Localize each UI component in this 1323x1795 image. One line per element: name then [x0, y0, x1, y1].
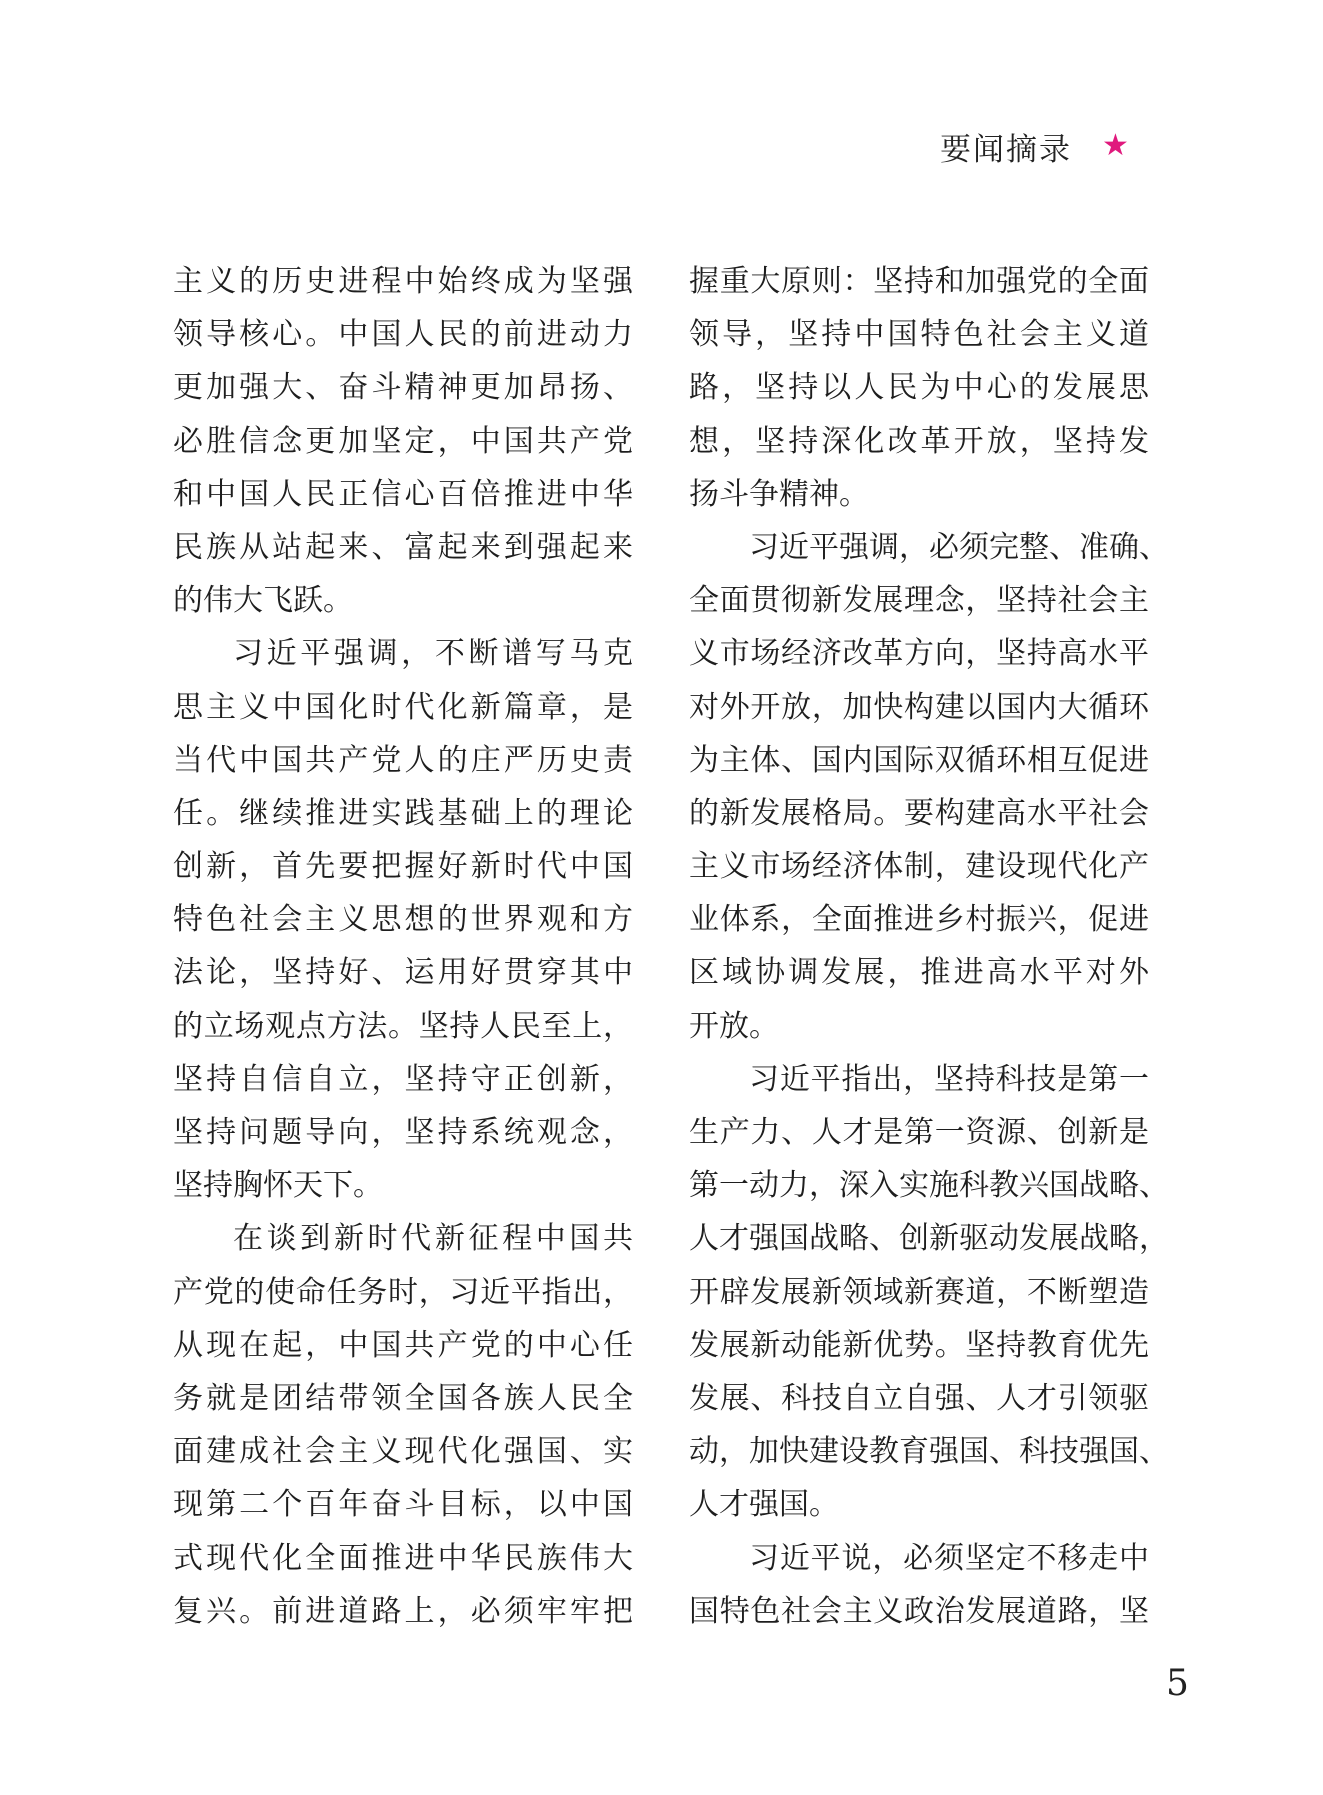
right-text-column	[689, 255, 1169, 1638]
text-line: 扬斗争精神。	[689, 476, 869, 512]
text-line: 必胜信念更加坚定，中国共产党	[173, 423, 633, 459]
text-line: 领导核心。中国人民的前进动力	[173, 317, 633, 353]
text-line: 式现代化全面推进中华民族伟大	[173, 1540, 633, 1576]
text-line: 义市场经济改革方向，坚持高水平	[689, 636, 1149, 672]
text-line: 主义市场经济体制，建设现代化产	[689, 849, 1149, 885]
text-line: 坚持自信自立，坚持守正创新，	[173, 1061, 633, 1097]
text-line: 习近平强调，必须完整、准确、	[749, 529, 1169, 565]
text-line: 生产力、人才是第一资源、创新是	[689, 1115, 1149, 1150]
text-line: 国特色社会主义政治发展道路，坚	[689, 1593, 1149, 1629]
text-line: 民族从站起来、富起来到强起来	[173, 529, 633, 565]
text-line: 区域协调发展，推进高水平对外	[689, 955, 1149, 991]
text-line: 产党的使命任务时，习近平指出，	[173, 1274, 633, 1310]
text-line: 更加强大、奋斗精神更加昂扬、	[173, 370, 633, 406]
text-line: 的伟大飞跃。	[173, 583, 353, 619]
left-text-column	[173, 255, 633, 1638]
text-line: 习近平指出，坚持科技是第一	[749, 1061, 1149, 1097]
text-line: 的新发展格局。要构建高水平社会	[689, 795, 1149, 831]
page-number: 5	[1166, 1663, 1189, 1704]
text-line: 坚持问题导向，坚持系统观念，	[173, 1115, 633, 1150]
text-line: 发展新动能新优势。坚持教育优先	[689, 1327, 1149, 1363]
text-line: 特色社会主义思想的世界观和方	[173, 902, 633, 938]
section-title: 要闻摘录	[940, 131, 1072, 168]
text-line: 习近平说，必须坚定不移走中	[749, 1540, 1149, 1576]
text-line: 从现在起，中国共产党的中心任	[173, 1327, 633, 1363]
text-line: 面建成社会主义现代化强国、实	[173, 1434, 633, 1470]
text-line: 发展、科技自立自强、人才引领驱	[689, 1380, 1149, 1416]
text-line: 任。继续推进实践基础上的理论	[173, 795, 633, 831]
text-line: 习近平强调，不断谱写马克	[233, 636, 633, 672]
text-line: 的立场观点方法。坚持人民至上，	[173, 1008, 633, 1044]
text-line: 法论，坚持好、运用好贯穿其中	[173, 955, 633, 991]
text-line: 和中国人民正信心百倍推进中华	[173, 476, 633, 512]
page-header	[940, 124, 1190, 168]
text-line: 握重大原则：坚持和加强党的全面	[689, 264, 1149, 299]
text-line: 为主体、国内国际双循环相互促进	[689, 742, 1149, 778]
text-line: 第一动力，深入实施科教兴国战略、	[689, 1168, 1169, 1204]
text-line: 现第二个百年奋斗目标，以中国	[173, 1487, 633, 1523]
text-line: 全面贯彻新发展理念，坚持社会主	[689, 583, 1149, 619]
text-line: 对外开放，加快构建以国内大循环	[689, 689, 1149, 725]
text-line: 人才强国。	[689, 1487, 839, 1523]
text-line: 想，坚持深化改革开放，坚持发	[689, 423, 1149, 459]
text-line: 动，加快建设教育强国、科技强国、	[689, 1434, 1169, 1470]
text-line: 领导，坚持中国特色社会主义道	[689, 317, 1149, 353]
text-line: 创新，首先要把握好新时代中国	[173, 849, 633, 885]
text-line: 开放。	[689, 1008, 779, 1044]
text-line: 坚持胸怀天下。	[173, 1168, 383, 1204]
text-line: 复兴。前进道路上，必须牢牢把	[173, 1593, 633, 1629]
text-line: 思主义中国化时代化新篇章，是	[173, 689, 633, 725]
text-line: 人才强国战略、创新驱动发展战略，	[689, 1221, 1169, 1257]
text-line: 当代中国共产党人的庄严历史责	[173, 742, 633, 778]
text-line: 务就是团结带领全国各族人民全	[173, 1380, 633, 1416]
text-line: 主义的历史进程中始终成为坚强	[173, 264, 633, 299]
text-line: 业体系，全面推进乡村振兴，促进	[689, 902, 1149, 938]
text-line: 开辟发展新领域新赛道，不断塑造	[689, 1274, 1149, 1310]
text-line: 路，坚持以人民为中心的发展思	[689, 370, 1149, 406]
text-line: 在谈到新时代新征程中国共	[233, 1221, 633, 1257]
star-icon: ★	[1102, 128, 1129, 163]
